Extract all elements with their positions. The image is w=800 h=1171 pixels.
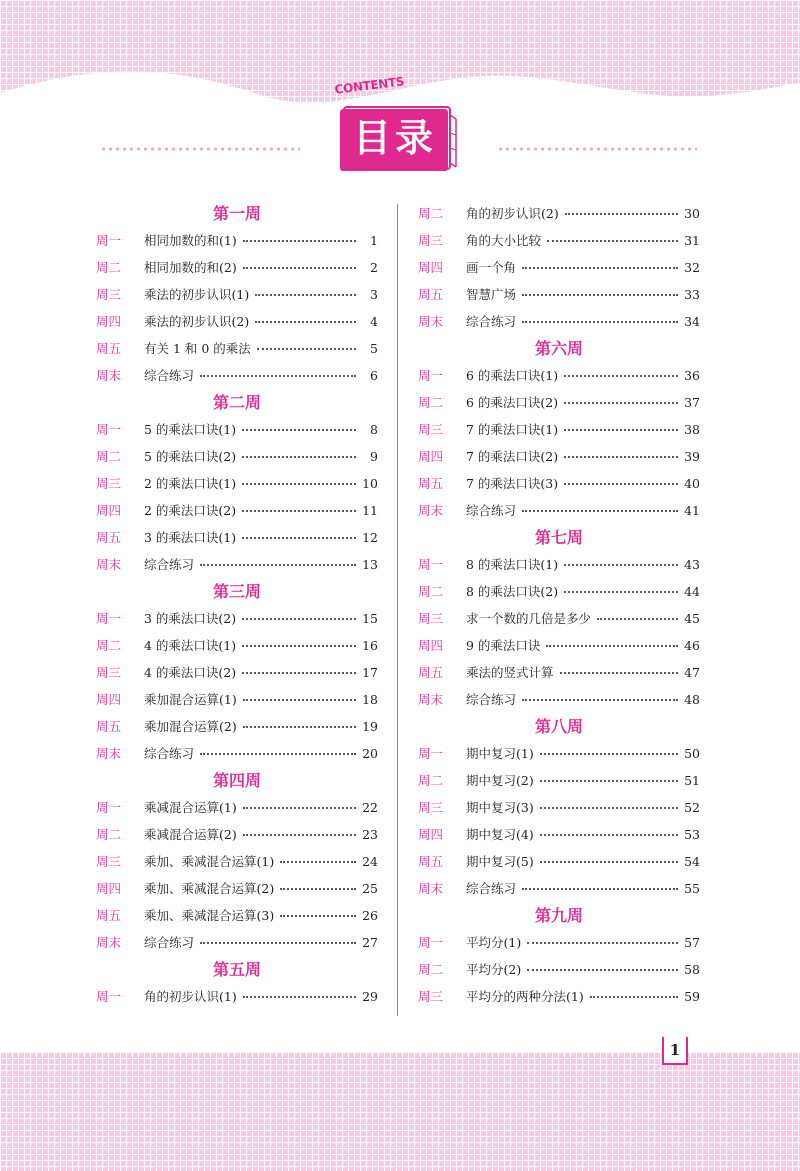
toc-entry — [96, 821, 378, 848]
dot-leader — [564, 564, 678, 566]
toc-entry — [418, 740, 700, 767]
toc-entry-title: 4 的乘法口诀(2) — [144, 665, 237, 680]
toc-entry-title: 乘法的初步认识(2) — [144, 314, 250, 329]
toc-entry-title: 3 的乘法口诀(2) — [144, 611, 237, 626]
toc-entry-title: 5 的乘法口诀(2) — [144, 449, 237, 464]
dot-leader — [522, 267, 678, 269]
toc-entry — [96, 227, 378, 254]
toc-entry — [96, 713, 378, 740]
dot-leader — [547, 240, 678, 242]
toc-entry — [96, 794, 378, 821]
toc-entry — [418, 767, 700, 794]
toc-entry-page: 59 — [684, 989, 700, 1004]
toc-entry-day: 周五 — [96, 530, 122, 545]
toc-entry-day: 周末 — [96, 746, 122, 761]
toc-entry-day: 周五 — [418, 854, 444, 869]
toc-entry-page: 47 — [684, 665, 700, 680]
toc-entry-page: 23 — [362, 827, 378, 842]
toc-entry-title: 综合练习 — [466, 692, 517, 707]
toc-entry-title: 3 的乘法口诀(1) — [144, 530, 237, 545]
toc-column-left — [96, 200, 378, 1010]
toc-entry-page: 5 — [370, 341, 378, 356]
toc-entry-page: 16 — [362, 638, 378, 653]
toc-entry-title: 期中复习(2) — [466, 773, 534, 788]
dotted-rule-right — [497, 147, 697, 151]
week-heading: 第四周 — [212, 771, 261, 790]
toc-entry-page: 30 — [684, 206, 700, 221]
toc-entry-day: 周末 — [96, 368, 122, 383]
toc-entry-day: 周一 — [418, 935, 444, 950]
toc-entry-page: 31 — [684, 233, 700, 248]
page-number: 1 — [669, 1041, 681, 1059]
toc-entry — [418, 686, 700, 713]
dot-leader — [527, 969, 678, 971]
bottom-grid-band — [0, 1052, 800, 1171]
toc-entry-page: 8 — [370, 422, 378, 437]
toc-entry-page: 40 — [684, 476, 700, 491]
toc-entry-day: 周二 — [418, 206, 444, 221]
toc-entry — [418, 200, 700, 227]
dot-leader — [540, 834, 678, 836]
dot-leader — [597, 618, 678, 620]
toc-entry-day: 周四 — [418, 827, 444, 842]
dot-leader — [564, 375, 678, 377]
toc-entry-page: 24 — [362, 854, 378, 869]
dot-leader — [243, 726, 356, 728]
dot-leader — [243, 834, 356, 836]
toc-entry — [418, 875, 700, 902]
toc-entry-day: 周一 — [96, 422, 122, 437]
toc-entry-page: 51 — [684, 773, 700, 788]
toc-entry-page: 34 — [684, 314, 700, 329]
toc-entry-page: 11 — [362, 503, 378, 518]
dot-leader — [522, 699, 678, 701]
toc-entry-title: 6 的乘法口诀(2) — [466, 395, 559, 410]
dot-leader — [546, 645, 678, 647]
toc-entry-page: 55 — [684, 881, 700, 896]
toc-entry-title: 乘法的初步认识(1) — [144, 287, 250, 302]
toc-entry-page: 48 — [684, 692, 700, 707]
toc-entry-day: 周一 — [96, 800, 122, 815]
dot-leader — [540, 861, 678, 863]
toc-entry-day: 周五 — [96, 908, 122, 923]
toc-entry-title: 期中复习(5) — [466, 854, 534, 869]
toc-entry — [96, 740, 378, 767]
toc-entry-title: 乘加混合运算(2) — [144, 719, 237, 734]
toc-entry-day: 周二 — [96, 638, 122, 653]
dot-leader — [243, 267, 356, 269]
toc-entry-day: 周四 — [418, 260, 444, 275]
toc-entry — [418, 821, 700, 848]
dot-leader — [243, 807, 356, 809]
toc-entry-day: 周五 — [418, 287, 444, 302]
dot-leader — [200, 375, 356, 377]
toc-entry-page: 39 — [684, 449, 700, 464]
toc-entry — [418, 551, 700, 578]
week-heading: 第一周 — [212, 204, 261, 223]
toc-entry — [418, 578, 700, 605]
dot-leader — [590, 996, 678, 998]
dot-leader — [243, 699, 356, 701]
toc-entry-day: 周末 — [418, 692, 444, 707]
toc-entry-title: 乘加、乘减混合运算(2) — [144, 881, 275, 896]
toc-entry-day: 周二 — [418, 395, 444, 410]
toc-entry-day: 周末 — [418, 314, 444, 329]
toc-entry-page: 2 — [370, 260, 378, 275]
dot-leader — [280, 888, 356, 890]
toc-entry-page: 22 — [362, 800, 378, 815]
week-heading: 第八周 — [534, 717, 583, 736]
toc-entry-day: 周三 — [418, 989, 444, 1004]
toc-entry — [418, 389, 700, 416]
toc-entry-title: 相同加数的和(2) — [144, 260, 237, 275]
toc-entry — [418, 497, 700, 524]
toc-entry-title: 角的大小比较 — [466, 233, 542, 248]
toc-entry — [418, 605, 700, 632]
toc-entry-day: 周一 — [96, 233, 122, 248]
toc-entry — [96, 254, 378, 281]
toc-entry-day: 周三 — [96, 476, 122, 491]
week-heading: 第九周 — [534, 906, 583, 925]
dot-leader — [560, 672, 678, 674]
toc-entry-day: 周四 — [96, 503, 122, 518]
toc-entry — [96, 605, 378, 632]
toc-entry-title: 期中复习(3) — [466, 800, 534, 815]
toc-entry-day: 周末 — [418, 503, 444, 518]
toc-entry — [418, 254, 700, 281]
toc-entry-page: 27 — [362, 935, 378, 950]
toc-entry-title: 2 的乘法口诀(1) — [144, 476, 237, 491]
toc-entry — [96, 497, 378, 524]
toc-entry-title: 乘减混合运算(1) — [144, 800, 237, 815]
dot-leader — [540, 807, 678, 809]
toc-entry-title: 4 的乘法口诀(1) — [144, 638, 237, 653]
toc-entry — [96, 470, 378, 497]
toc-entry-page: 41 — [684, 503, 700, 518]
toc-entry-page: 3 — [370, 287, 378, 302]
dot-leader — [255, 294, 356, 296]
dot-leader — [564, 483, 678, 485]
toc-entry-title: 角的初步认识(1) — [144, 989, 237, 1004]
toc-entry-title: 有关 1 和 0 的乘法 — [144, 341, 251, 356]
toc-entry-title: 6 的乘法口诀(1) — [466, 368, 559, 383]
dot-leader — [242, 510, 356, 512]
toc-entry-page: 54 — [684, 854, 700, 869]
toc-entry-page: 18 — [362, 692, 378, 707]
toc-entry-page: 19 — [362, 719, 378, 734]
toc-column-right — [418, 200, 700, 1010]
toc-entry-title: 综合练习 — [144, 935, 195, 950]
toc-entry — [418, 443, 700, 470]
toc-entry — [418, 794, 700, 821]
toc-entry-title: 乘加、乘减混合运算(3) — [144, 908, 275, 923]
toc-entry — [96, 848, 378, 875]
toc-entry — [96, 281, 378, 308]
toc-entry-page: 10 — [362, 476, 378, 491]
toc-entry-title: 期中复习(4) — [466, 827, 534, 842]
toc-entry — [96, 632, 378, 659]
toc-entry — [418, 227, 700, 254]
toc-entry-title: 9 的乘法口诀 — [466, 638, 541, 653]
dot-leader — [540, 753, 678, 755]
toc-entry-day: 周五 — [418, 665, 444, 680]
dot-leader — [522, 321, 678, 323]
toc-entry-day: 周四 — [418, 638, 444, 653]
toc-entry-title: 智慧广场 — [466, 287, 517, 302]
toc-entry — [96, 443, 378, 470]
dot-leader — [522, 510, 678, 512]
toc-entry-title: 角的初步认识(2) — [466, 206, 559, 221]
toc-entry-title: 综合练习 — [144, 746, 195, 761]
toc-entry-page: 53 — [684, 827, 700, 842]
toc-entry — [96, 929, 378, 956]
dot-leader — [564, 429, 678, 431]
toc-entry — [418, 416, 700, 443]
toc-entry-page: 38 — [684, 422, 700, 437]
dot-leader — [243, 240, 356, 242]
toc-entry-day: 周四 — [96, 692, 122, 707]
dot-leader — [200, 942, 356, 944]
toc-entry-day: 周二 — [418, 773, 444, 788]
toc-entry-title: 平均分(2) — [466, 962, 522, 977]
toc-entry-page: 52 — [684, 800, 700, 815]
dot-leader — [242, 456, 356, 458]
page-title: 目录 — [352, 116, 437, 160]
toc-entry-title: 画一个角 — [466, 260, 517, 275]
dot-leader — [242, 537, 356, 539]
toc-entry — [418, 281, 700, 308]
toc-entry-page: 50 — [684, 746, 700, 761]
toc-entry-title: 2 的乘法口诀(2) — [144, 503, 237, 518]
dotted-rule-left — [100, 147, 300, 151]
toc-entry-day: 周末 — [418, 881, 444, 896]
toc-entry — [418, 362, 700, 389]
toc-entry-page: 29 — [362, 989, 378, 1004]
toc-entry-day: 周四 — [96, 881, 122, 896]
toc-entry-page: 15 — [362, 611, 378, 626]
dot-leader — [540, 780, 678, 782]
toc-entry-page: 57 — [684, 935, 700, 950]
dot-leader — [242, 618, 356, 620]
toc-entry — [96, 983, 378, 1010]
week-heading: 第五周 — [212, 960, 261, 979]
toc-entry-page: 44 — [684, 584, 700, 599]
toc-entry-day: 周二 — [96, 260, 122, 275]
toc-entry — [96, 875, 378, 902]
toc-entry-title: 5 的乘法口诀(1) — [144, 422, 237, 437]
toc-entry — [418, 929, 700, 956]
toc-entry — [96, 902, 378, 929]
toc-entry-page: 17 — [362, 665, 378, 680]
toc-entry-title: 求一个数的几倍是多少 — [466, 611, 592, 626]
toc-entry-title: 乘减混合运算(2) — [144, 827, 237, 842]
toc-entry-title: 平均分的两种分法(1) — [466, 989, 584, 1004]
toc-entry-page: 12 — [362, 530, 378, 545]
toc-entry-title: 乘加、乘减混合运算(1) — [144, 854, 275, 869]
toc-entry-page: 32 — [684, 260, 700, 275]
toc-entry-day: 周末 — [96, 557, 122, 572]
toc-entry-title: 7 的乘法口诀(1) — [466, 422, 559, 437]
toc-entry-title: 8 的乘法口诀(1) — [466, 557, 559, 572]
toc-entry-day: 周二 — [96, 449, 122, 464]
toc-entry — [96, 686, 378, 713]
toc-entry-title: 综合练习 — [144, 557, 195, 572]
dot-leader — [242, 645, 356, 647]
toc-entry-title: 综合练习 — [144, 368, 195, 383]
toc-entry-title: 期中复习(1) — [466, 746, 534, 761]
toc-entry — [96, 416, 378, 443]
week-heading: 第三周 — [212, 582, 261, 601]
week-heading: 第七周 — [534, 528, 583, 547]
toc-entry-day: 周三 — [96, 665, 122, 680]
toc-entry — [96, 362, 378, 389]
dot-leader — [280, 915, 356, 917]
toc-entry — [96, 335, 378, 362]
toc-entry-page: 36 — [684, 368, 700, 383]
contents-badge: CONTENTS — [333, 74, 405, 97]
dot-leader — [242, 483, 356, 485]
toc-entry-day: 周一 — [418, 368, 444, 383]
toc-entry-day: 周三 — [96, 287, 122, 302]
dot-leader — [522, 888, 678, 890]
toc-entry-title: 7 的乘法口诀(3) — [466, 476, 559, 491]
dot-leader — [564, 591, 678, 593]
toc-entry-title: 综合练习 — [466, 881, 517, 896]
toc-entry-day: 周三 — [418, 611, 444, 626]
dot-leader — [255, 321, 356, 323]
toc-entry — [418, 632, 700, 659]
dot-leader — [522, 294, 678, 296]
dot-leader — [200, 564, 356, 566]
week-heading: 第二周 — [212, 393, 261, 412]
toc-entry-page: 1 — [370, 233, 378, 248]
dot-leader — [527, 942, 678, 944]
toc-entry — [96, 308, 378, 335]
toc-entry-day: 周五 — [96, 341, 122, 356]
toc-entry-title: 相同加数的和(1) — [144, 233, 237, 248]
toc-entry-title: 8 的乘法口诀(2) — [466, 584, 559, 599]
column-divider — [397, 204, 398, 1016]
toc-entry-page: 26 — [362, 908, 378, 923]
toc-entry-page: 20 — [362, 746, 378, 761]
dot-leader — [564, 456, 678, 458]
toc-entry — [418, 848, 700, 875]
dot-leader — [280, 861, 356, 863]
toc-entry-title: 综合练习 — [466, 503, 517, 518]
toc-entry-title: 乘法的竖式计算 — [466, 665, 554, 680]
toc-entry-title: 乘加混合运算(1) — [144, 692, 237, 707]
toc-entry-page: 6 — [370, 368, 378, 383]
dot-leader — [257, 348, 356, 350]
toc-entry — [418, 308, 700, 335]
toc-entry-page: 13 — [362, 557, 378, 572]
week-heading: 第六周 — [534, 339, 583, 358]
toc-entry-title: 综合练习 — [466, 314, 517, 329]
toc-entry-day: 周四 — [418, 449, 444, 464]
toc-entry — [418, 983, 700, 1010]
toc-entry-title: 7 的乘法口诀(2) — [466, 449, 559, 464]
toc-entry — [96, 659, 378, 686]
toc-entry-page: 45 — [684, 611, 700, 626]
toc-entry — [96, 551, 378, 578]
toc-entry-page: 46 — [684, 638, 700, 653]
dot-leader — [243, 996, 356, 998]
toc-entry-day: 周二 — [96, 827, 122, 842]
toc-entry-day: 周末 — [96, 935, 122, 950]
toc-entry-day: 周四 — [96, 314, 122, 329]
toc-entry-day: 周二 — [418, 584, 444, 599]
toc-entry — [96, 524, 378, 551]
toc-entry-page: 4 — [370, 314, 378, 329]
toc-entry — [418, 956, 700, 983]
toc-entry — [418, 470, 700, 497]
dot-leader — [565, 213, 678, 215]
dot-leader — [242, 672, 356, 674]
toc-entry-page: 33 — [684, 287, 700, 302]
toc-entry-page: 43 — [684, 557, 700, 572]
toc-entry-day: 周三 — [96, 854, 122, 869]
toc-entry-day: 周三 — [418, 800, 444, 815]
toc-entry-day: 周一 — [418, 746, 444, 761]
dot-leader — [200, 753, 356, 755]
toc-entry-day: 周三 — [418, 233, 444, 248]
toc-entry-day: 周二 — [418, 962, 444, 977]
dot-leader — [564, 402, 678, 404]
toc-entry-title: 平均分(1) — [466, 935, 522, 950]
toc-entry — [418, 659, 700, 686]
toc-entry-day: 周一 — [96, 611, 122, 626]
toc-entry-day: 周三 — [418, 422, 444, 437]
toc-entry-day: 周一 — [418, 557, 444, 572]
toc-entry-day: 周五 — [418, 476, 444, 491]
toc-entry-page: 9 — [370, 449, 378, 464]
toc-entry-page: 37 — [684, 395, 700, 410]
dot-leader — [242, 429, 356, 431]
toc-entry-day: 周一 — [96, 989, 122, 1004]
toc-entry-page: 25 — [362, 881, 378, 896]
toc-entry-page: 58 — [684, 962, 700, 977]
toc-entry-day: 周五 — [96, 719, 122, 734]
